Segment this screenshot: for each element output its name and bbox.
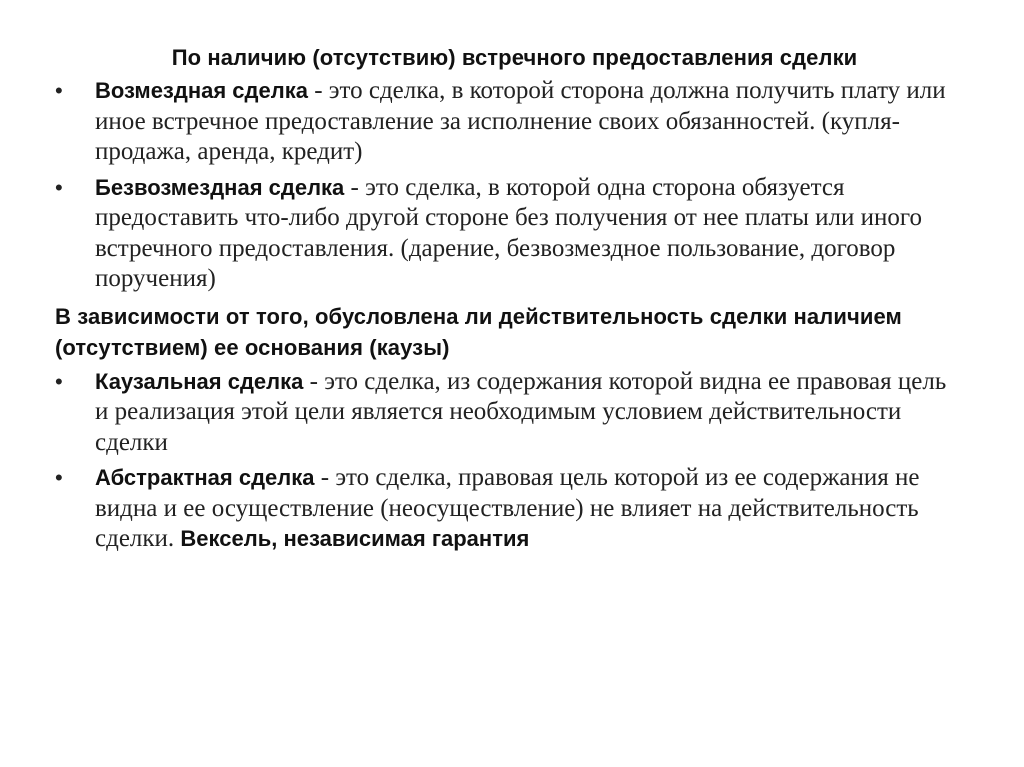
definition-text: - это сделка, из содержания которой видна ее правовая цель и реализация этой цели является необходимым условием действительности сделки xyxy=(95,367,947,456)
list-item xyxy=(55,76,964,168)
list-item xyxy=(55,173,964,295)
term-label: Абстрактная сделка xyxy=(95,465,315,490)
bullet-icon: • xyxy=(55,465,63,490)
bullet-icon: • xyxy=(55,78,63,103)
bullet-icon: • xyxy=(55,368,63,394)
bullet-icon: • xyxy=(55,174,63,200)
term-label: Возмездная сделка xyxy=(95,78,308,103)
section-1-title: По наличию (отсутствию) встречного предоставления сделки xyxy=(171,45,858,70)
list-item xyxy=(55,463,964,555)
definition-text: - это сделка, в которой сторона должна получить плату или иное встречное предоставление за исполнение своих обязанностей. (купля-продажа, аренда, кредит) xyxy=(95,77,946,165)
section-2-list xyxy=(55,367,964,555)
term-label: Безвозмездная сделка xyxy=(95,174,345,200)
term-label: Каузальная сделка xyxy=(95,368,304,394)
definition-text: - это сделка, правовая цель которой из ее содержания не видна и ее осуществление (неосуществление) не влияет на действительность сделки. xyxy=(95,464,920,552)
definition-text: - это сделка, в которой одна сторона обязуется предоставить что-либо другой стороне без получения от нее платы или иного встречного предоставления. (дарение, безвозмездное пользование, договор поручения) xyxy=(95,173,922,292)
section-2-title: В зависимости от того, обусловлена ли действительность сделки наличием (отсутствием) ее основания (каузы) xyxy=(55,303,902,360)
list-item xyxy=(55,367,964,459)
section-1-list xyxy=(55,76,964,295)
example-emphasis: Вексель, независимая гарантия xyxy=(180,526,530,551)
